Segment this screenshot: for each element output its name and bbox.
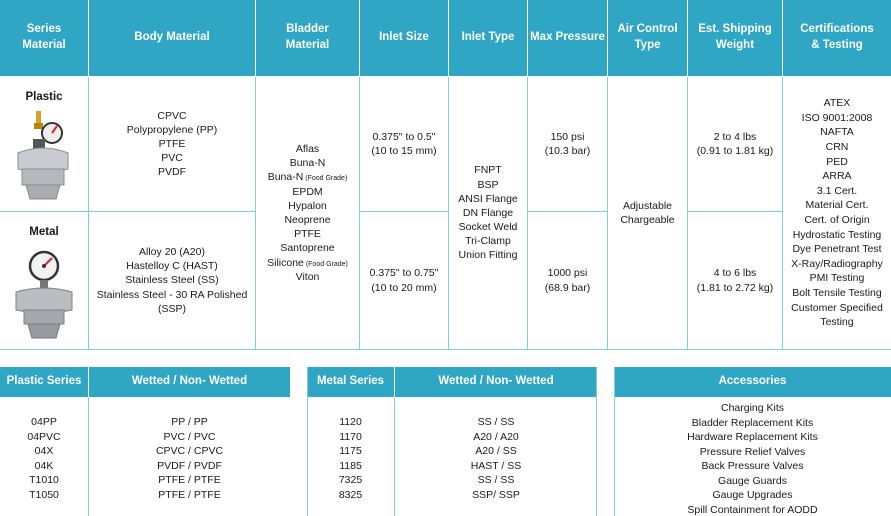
wetted-material: A20 / A20 [473,430,519,443]
plastic-body-material [89,77,255,211]
list-item: (10.3 bar) [544,145,591,157]
plastic-series-cell [0,77,88,211]
metal-series-wetted [395,415,597,502]
header-plastic-series: Plastic Series [0,367,88,397]
air-control-type [608,77,687,349]
series-code: 1185 [339,459,362,472]
bladder-material-name: PTFE [294,228,321,241]
accessories-list [614,401,891,516]
list-item: 0.375" to 0.5" [372,130,436,143]
header-certifications [783,0,891,76]
certifications-list [783,77,891,349]
list-item: Material [285,39,330,51]
list-item: Stainless Steel (SS) [125,274,219,287]
wetted-material: PVC / PVC [163,430,216,443]
header-inlet-size: Inlet Size [360,0,448,76]
accessory-item: Bladder Replacement Kits [691,416,814,429]
list-item: PED [826,155,848,168]
table-header-row [0,0,891,76]
list-item: Cert. of Origin [804,214,870,226]
bladder-material-item [288,199,327,213]
metal-series-cell [0,212,88,349]
list-item: Union Fitting [458,249,518,262]
list-item: Polypropylene (PP) [126,123,218,136]
list-item: (10 to 15 mm) [371,145,437,157]
bladder-material-note: (Food Grade) [303,175,348,183]
header-body-material: Body Material [89,0,255,76]
plastic-label: Plastic [25,91,63,103]
accessory-item: Gauge Guards [718,474,787,487]
header-metal-series: Metal Series [307,367,394,397]
list-item: CRN [825,141,849,154]
list-item: NAFTA [820,126,854,139]
series-code: 1175 [339,445,362,457]
bladder-material-item [292,185,322,199]
inlet-type-list [449,77,527,349]
series-code: 1170 [339,430,362,443]
bladder-material-name: Silicone [267,256,304,269]
list-item: BSP [477,178,499,191]
list-item: (0.91 to 1.81 kg) [696,145,774,157]
list-item: PVC [161,152,183,165]
list-item: Weight [715,39,755,51]
series-code: 1120 [339,416,362,428]
list-item: & Testing [811,39,863,51]
metal-max-pressure [528,212,607,349]
list-item: FNPT [474,164,502,177]
bladder-material-name: Santoprene [280,242,335,255]
header-air-control-type [608,0,687,76]
list-item: 1000 psi [547,267,588,280]
bladder-material-name: Neoprene [284,214,331,226]
list-item: PMI Testing [809,272,865,285]
wetted-material: SS / SS [477,416,515,428]
list-item: DN Flange [462,206,514,219]
header-inlet-type: Inlet Type [449,0,527,76]
wetted-material: PTFE / PTFE [158,488,221,501]
wetted-material: A20 / SS [475,445,517,457]
list-item: CPVC [157,109,187,122]
list-item: Chargeable [620,214,675,226]
header-accessories: Accessories [614,367,891,397]
metal-shipping-weight [688,212,782,349]
wetted-material: SS / SS [477,474,515,486]
list-item: X-Ray/Radiography [791,257,883,270]
metal-label: Metal [29,226,59,238]
list-item: Tri-Clamp [465,235,511,248]
accessory-item: Gauge Upgrades [712,489,793,501]
metal-body-material [89,212,255,349]
plastic-series-table [0,367,290,516]
wetted-material: PVDF / PVDF [157,459,222,472]
accessory-item: Charging Kits [720,402,785,414]
bladder-material-item [296,270,320,284]
list-item: 4 to 6 lbs [713,267,757,280]
wetted-material: HAST / SS [470,459,522,472]
bladder-material-name: EPDM [292,185,323,198]
list-item: Material [22,39,66,51]
list-item: 2 to 4 lbs [713,130,757,143]
bladder-material-item [284,213,330,227]
plastic-shipping-weight [688,77,782,211]
list-item: Adjustable [622,199,673,212]
accessory-item: Hardware Replacement Kits [687,431,818,443]
accessory-item: Back Pressure Valves [701,460,804,472]
bladder-material-item [267,256,348,270]
list-item: Bolt Tensile Testing [792,286,882,299]
plastic-series-codes [0,415,88,502]
list-item: 0.375" to 0.75" [369,267,439,280]
header-metal-wetted: Wetted / Non- Wetted [395,367,597,397]
table-body [0,77,891,350]
bladder-material-name: Aflas [295,143,320,156]
bladder-material-name: Buna-N [267,171,304,184]
list-item: 150 psi [550,130,585,143]
metal-pump-image [12,244,76,344]
series-code: 7325 [338,474,363,486]
bladder-material-name: Buna-N [289,157,326,170]
list-item: Testing [820,316,854,329]
list-item: (1.81 to 2.72 kg) [696,281,774,294]
list-item: ANSI Flange [458,192,518,205]
wetted-material: SSP/ SSP [472,488,520,501]
list-item: Customer Specified [791,301,883,314]
wetted-material: CPVC / CPVC [155,445,224,457]
list-item: ARRA [822,170,852,183]
header-est-shipping-weight [688,0,782,76]
accessory-item: Pressure Relief Valves [699,445,806,458]
accessories-table [614,367,891,516]
list-item: Certifications [800,23,874,36]
wetted-material: PTFE / PTFE [158,474,221,486]
bladder-material-name: Hypalon [288,199,327,212]
accessory-item: Spill Containment for AODD [687,503,818,516]
list-item: Dye Penetrant Test [792,243,882,256]
plastic-max-pressure [528,77,607,211]
series-code: 04K [34,459,54,472]
bladder-material-item [268,170,348,184]
list-item: Type [634,39,661,51]
list-item: Air Control [617,23,678,36]
plastic-series-wetted [89,415,290,502]
list-item: Alloy 20 (A20) [139,246,205,259]
metal-series-codes [307,415,394,502]
bladder-material-note: (Food Grade) [303,260,348,268]
header-series-material [0,0,88,76]
series-code: 04X [34,445,54,457]
header-max-pressure: Max Pressure [528,0,607,76]
metal-series-table [307,367,597,516]
list-item: PTFE [158,137,186,150]
list-item: Est. Shipping [698,23,772,36]
bladder-material-list [256,77,359,349]
bladder-material-name: Viton [295,270,320,283]
wetted-material: PP / PP [171,416,208,428]
bladder-material-item [280,241,334,255]
plastic-inlet-size [360,77,448,211]
bladder-material-item [290,156,326,170]
list-item: Hydrostatic Testing [792,228,882,241]
list-item: ISO 9001:2008 [801,111,873,124]
list-item: Series [26,23,62,36]
header-bladder-material [256,0,359,76]
series-code: T1010 [29,474,59,486]
series-code: 04PVC [27,430,61,443]
list-item: Hastelloy C (HAST) [126,260,218,273]
list-item: (SSP) [157,302,186,315]
series-code: T1050 [29,488,59,501]
list-item: Material Cert. [805,199,869,212]
metal-inlet-size [360,212,448,349]
series-code: 04PP [31,416,57,428]
list-item: Bladder [286,23,329,36]
bladder-material-item [296,142,319,156]
list-item: Socket Weld [458,221,518,234]
list-item: (68.9 bar) [544,281,591,294]
bladder-material-item [294,227,321,241]
header-plastic-wetted: Wetted / Non- Wetted [89,367,290,397]
list-item: (10 to 20 mm) [371,281,437,294]
list-item: PVDF [157,166,186,179]
list-item: ATEX [823,97,851,110]
plastic-pump-image [12,109,74,207]
list-item: Stainless Steel - 30 RA Polished [96,288,248,301]
list-item: 3.1 Cert. [816,184,858,197]
series-code: 8325 [338,488,363,501]
